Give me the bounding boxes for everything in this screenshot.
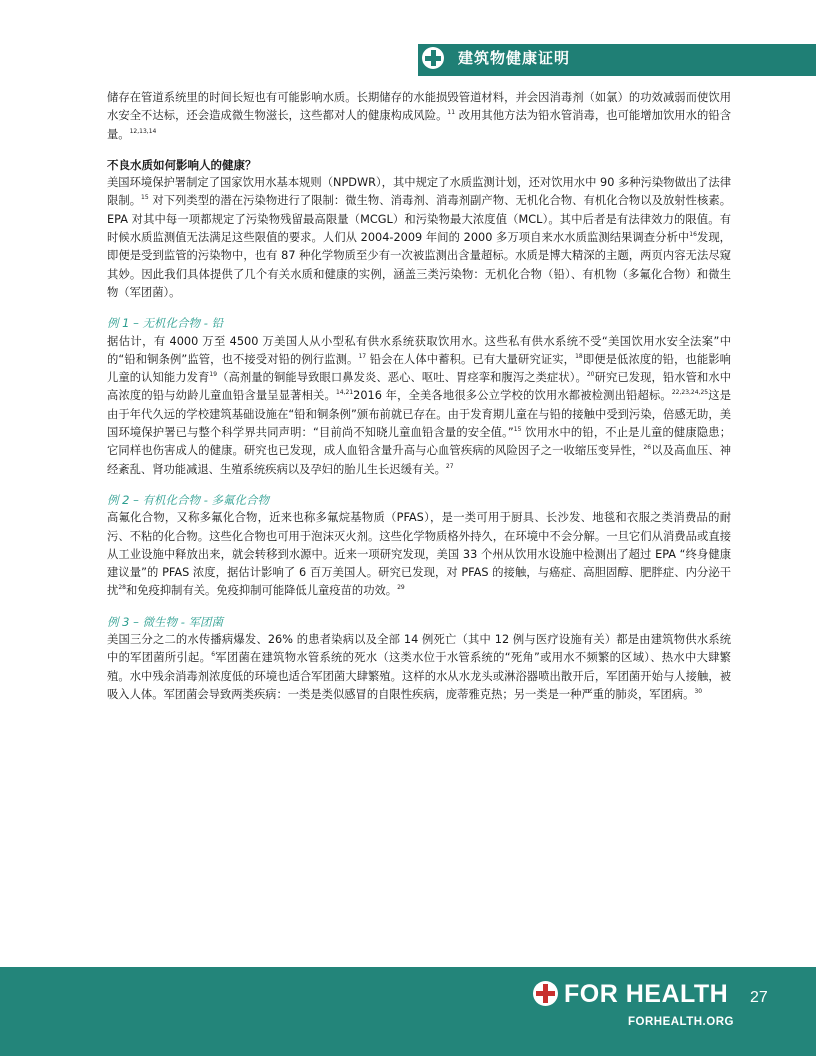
- footer-brand-name: FOR HEALTH: [564, 980, 729, 1008]
- intro-paragraph: 储存在管道系统里的时间长短也有可能影响水质。长期储存的水能损毁管道材料，并会因消毒剂（如氯）的功效减弱而使饮用水安全不达标，还会造成微生物滋长，这些都对人的健康构成风险。$^{11}$ 改用其他方法为铅水管消毒，也可能增加饮用水的铅含量。$^{12,13,14}$: [107, 91, 731, 141]
- footer-url: FORHEALTH.ORG: [628, 1016, 734, 1028]
- example-1-heading: 例 1 – 无机化合物 - 铅: [107, 316, 223, 331]
- example-1-paragraph: 据估计，有 4000 万至 4500 万美国人从小型私有供水系统获取饮用水。这些私有供水系统不受“美国饮用水安全法案”中的“铅和铜条例”监管，也不接受对铅的例行监测。$^{17}$ 铅会在人体中蓄积。已有大量研究证实，$^{18}$即便是低浓度的铅，也能影响儿童的认知能力发育$^{19}$（高剂量的铜能导致眼口鼻发炎、恶心、呕吐、胃痉挛和腹泻之类症状）。$^{20}$研究已发现，铅水管和水中高浓度的铅与幼龄儿童血铅含量呈显著相关。$^{14,21}$2016 年，全美各地很多公立学校的饮用水都被检测出铅超标。$^{22,23,24,25}$这是由于年代久远的学校建筑基础设施在“铅和铜条例”颁布前就已存在。由于发育期儿童在与铅的接触中受到污染，倍感无助，美国环境保护署已与整个科学界共同声明：“目前尚不知晓儿童血铅含量的安全值。”$^{15}$ 饮用水中的铅，不止是儿童的健康隐患；它同样也伤害成人的健康。研究也已发现，成人血铅含量升高与心血管疾病的风险因子之一收缩压变异性，$^{26}$以及高血压、神经紊乱、肾功能减退、生殖系统疾病以及孕妇的胎儿生长迟缓有关。$^{27}$: [107, 334, 732, 476]
- for-health-logo-cross-icon: [533, 981, 558, 1006]
- example-2-paragraph: 高氟化合物，又称多氟化合物，近来也称多氟烷基物质（PFAS），是一类可用于厨具、长沙发、地毯和衣服之类消费品的耐污、不粘的化合物。这些化合物也可用于泡沫灭火剂。这些化学物质格外持久，在环境中不会分解。一旦它们从消费品或直接从工业设施中释放出来，就会转移到水源中。近来一项研究发现，美国 33 个州从饮用水设施中检测出了超过 EPA “终身健康建议量”的 PFAS 浓度，据估计影响了 6 百万美国人。研究已发现，对 PFAS 的接触，与癌症、高胆固醇、肥胖症、内分泌干扰$^{28}$和免疫抑制有关。免疫抑制可能降低儿童疫苗的功效。$^{29}$: [107, 511, 731, 598]
- page-number: 27: [750, 989, 768, 1006]
- example-2-heading: 例 2 – 有机化合物 - 多氟化合物: [107, 492, 269, 507]
- header-rule: [418, 74, 816, 76]
- main-content: [107, 89, 731, 704]
- health-cross-icon: [422, 47, 444, 69]
- section-heading: 不良水质如何影响人的健康？: [107, 157, 257, 172]
- example-3-paragraph: 美国三分之二的水传播病爆发、26% 的患者染病以及全部 14 例死亡（其中 12 例与医疗设施有关）都是由建筑物供水系统中的军团菌所引起。$^6$军团菌在建筑物水管系统的死水（这类水位于水管系统的“死角”或用水不频繁的区域）、热水中大肆繁殖。水中残余消毒剂浓度低的环境也适合军团菌大肆繁殖。这样的水从水龙头或淋浴器喷出散开后，军团菌开始与人接触，被吸入人体。军团菌会导致两类疾病：一类是类似感冒的自限性疾病，庞蒂雅克热；另一类是一种严重的肺炎，军团病。$^{30}$: [107, 633, 731, 701]
- example-3-heading: 例 3 – 微生物 - 军团菌: [107, 614, 223, 629]
- header-title: 建筑物健康证明: [458, 49, 571, 67]
- section-paragraph: 美国环境保护署制定了国家饮用水基本规则（NPDWR），其中规定了水质监测计划，还对饮用水中 90 多种污染物做出了法律限制。$^{15}$ 对下列类型的潜在污染物进行了限制：微生物、消毒剂、消毒剂副产物、无机化合物、有机化合物以及放射性核素。EPA 对其中每一项都规定了污染物残留最高限量（MCGL）和污染物最大浓度值（MCL）。其中后者是有法律效力的限值。有时候水质监测值无法满足这些限值的要求。人们从 2004-2009 年间的 2000 多万项自来水水质监测结果调查分析中$^{16}$发现，即便是受到监管的污染物中，也有 87 种化学物质至少有一次被监测出含量超标。水质是博大精深的主题，两页内容无法尽窥其妙。因此我们具体提供了几个有关水质和健康的实例，涵盖三类污染物：无机化合物（铅）、有机物（多氟化合物）和微生物（军团菌）。: [107, 176, 731, 299]
